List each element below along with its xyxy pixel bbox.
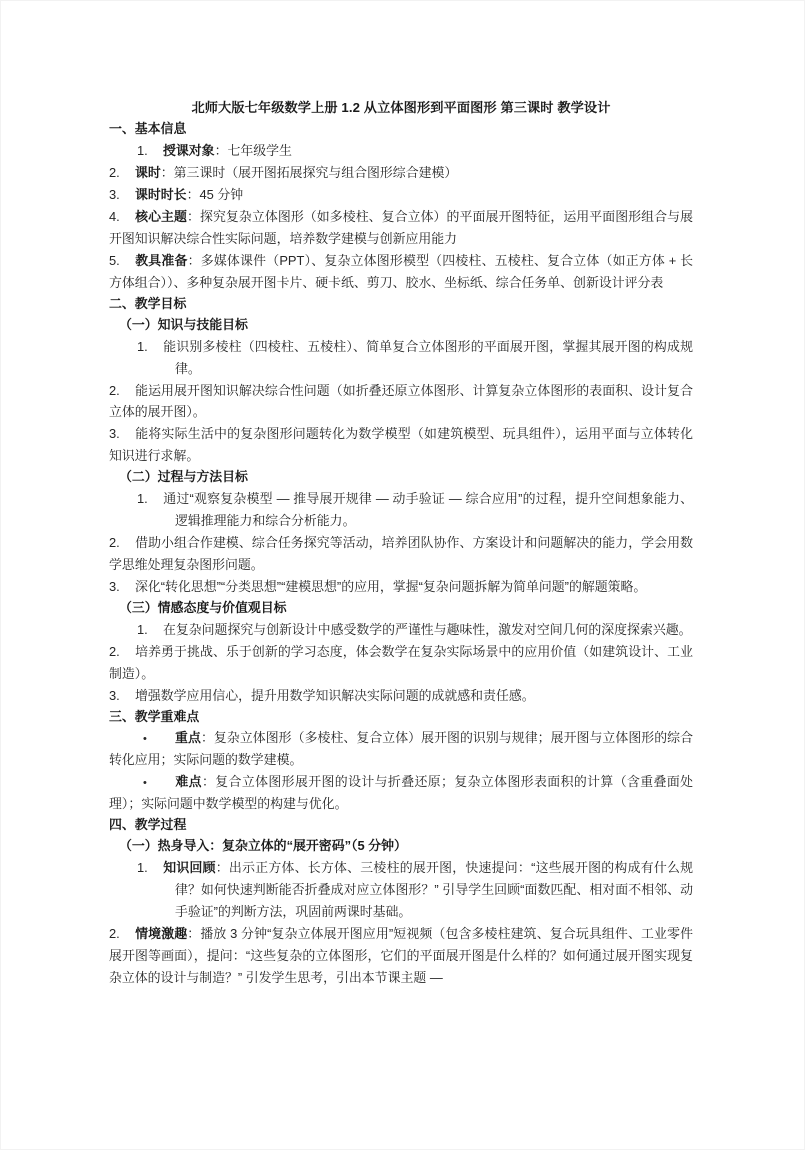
list-item-text: 深化“转化思想”“分类思想”“建模思想”的应用，掌握“复杂问题拆解为简单问题”的解题策略。 — [135, 578, 647, 594]
list-item — [109, 771, 693, 815]
list-item-text: ：复杂立体图形（多棱柱、复合立体）展开图的识别与规律；展开图与立体图形的综合转化应用；实际问题的数学建模。 — [109, 730, 694, 768]
subsection-heading-emotion: （三）情感态度与价值观目标 — [119, 599, 287, 615]
list-item — [109, 184, 693, 206]
list-item-text: ：复合立体图形展开图的设计与折叠还原；复杂立体图形表面积的计算（含重叠面处理）；实际问题中数学模型的构建与优化。 — [109, 774, 694, 812]
list-item-text: 增强数学应用信心，提升用数学知识解决实际问题的成就感和责任感。 — [135, 687, 535, 703]
list-item — [109, 619, 693, 641]
list-item-number: 3. — [109, 578, 120, 594]
list-item-number: 2. — [109, 165, 120, 181]
list-item — [109, 685, 693, 707]
list-item-text: ：探究复杂立体图形（如多棱柱、复合立体）的平面展开图特征，运用平面图形组合与展开图知识解决综合性实际问题，培养数学建模与创新应用能力 — [109, 209, 694, 247]
list-item-text: ：播放 3 分钟“复杂立体展开图应用”短视频（包含多棱柱建筑、复合玩具组件、工业零件展开图等画面），提问：“这些复杂的立体图形，它们的平面展开图是什么样的？如何通过展开图实现复杂立体的设计与制造？” 引发学生思考，引出本节课主题 — — [109, 925, 693, 985]
list-item-label: 重点 — [175, 730, 201, 746]
list-item-label: 核心主题 — [135, 209, 187, 225]
list-item-text: ：第三课时（展开图拓展探究与组合图形综合建模） — [160, 165, 458, 181]
list-item — [109, 532, 693, 576]
list-item — [109, 923, 693, 989]
list-item-text: 通过“观察复杂模型 — 推导展开规律 — 动手验证 — 综合应用”的过程，提升空间想象能力、逻辑推理能力和综合分析能力。 — [163, 491, 693, 529]
list-item — [109, 857, 693, 923]
list-item — [109, 641, 693, 685]
list-item-number: 2. — [109, 643, 120, 659]
section-heading-objectives: 二、教学目标 — [109, 295, 187, 311]
list-item-text: ：出示正方体、长方体、三棱柱的展开图，快速提问：“这些展开图的构成有什么规律？如何快速判断能否折叠成对应立体图形？” 引导学生回顾“面数匹配、相对面不相邻、动手验证”的判断方法，巩固前两课时基础。 — [175, 860, 693, 919]
list-item-text: 能运用展开图知识解决综合性问题（如折叠还原立体图形、计算复杂立体图形的表面积、设计复合立体的展开图）。 — [109, 382, 693, 420]
list-item — [109, 162, 693, 184]
list-item-label: 情境激趣 — [135, 925, 188, 941]
list-item — [109, 250, 693, 294]
list-item-number: 1. — [137, 860, 148, 875]
list-item-label: 课时时长 — [135, 187, 187, 203]
list-item-text: 在复杂问题探究与创新设计中感受数学的严谨性与趣味性，激发对空间几何的深度探索兴趣。 — [163, 621, 692, 637]
list-item — [109, 727, 693, 771]
list-item-label: 教具准备 — [135, 252, 188, 268]
list-item-text: ：多媒体课件（PPT）、复杂立体图形模型（四棱柱、五棱柱、复合立体（如正方体 + 长方体组合））、多种复杂展开图卡片、硬卡纸、剪刀、胶水、坐标纸、综合任务单、创新设计评分表 — [109, 252, 694, 290]
bullet-icon — [143, 727, 175, 749]
section-heading-basic-info: 一、基本信息 — [109, 121, 187, 137]
list-item — [109, 576, 693, 598]
list-item-number: 1. — [137, 143, 148, 159]
section-heading-teaching-process: 四、教学过程 — [109, 817, 187, 833]
list-item — [109, 488, 693, 532]
list-item-number: 3. — [109, 426, 120, 442]
list-item-number: 1. — [137, 491, 148, 507]
bullet-icon — [143, 771, 175, 793]
list-item-number: 5. — [109, 252, 120, 268]
list-item-number: 1. — [137, 338, 148, 354]
list-item-text: 借助小组合作建模、综合任务探究等活动，培养团队协作、方案设计和问题解决的能力，学会用数学思维处理复杂图形问题。 — [109, 535, 693, 572]
list-item-number: 2. — [109, 535, 120, 551]
section-heading-key-points: 三、教学重难点 — [109, 708, 200, 724]
list-item-text: ：七年级学生 — [214, 143, 292, 159]
list-item — [109, 140, 693, 162]
list-item-label: 难点 — [175, 774, 202, 790]
list-item-number: 3. — [109, 687, 120, 703]
list-item — [109, 336, 693, 380]
list-item-number: 2. — [109, 382, 120, 398]
list-item-number: 2. — [109, 925, 120, 941]
list-item-number: 4. — [109, 209, 120, 225]
list-item-number: 3. — [109, 187, 120, 203]
list-item-text: 培养勇于挑战、乐于创新的学习态度，体会数学在复杂实际场景中的应用价值（如建筑设计、工业制造）。 — [109, 643, 693, 681]
page-title: 北师大版七年级数学上册 1.2 从立体图形到平面图形 第三课时 教学设计 — [191, 100, 611, 115]
subsection-heading-warmup: （一）热身导入：复杂立体的“展开密码”（5 分钟） — [119, 838, 407, 854]
list-item-text: 能将实际生活中的复杂图形问题转化为数学模型（如建筑模型、玩具组件），运用平面与立体转化知识进行求解。 — [109, 426, 693, 464]
list-item-label: 知识回顾 — [163, 860, 216, 875]
list-item-label: 课时 — [135, 165, 161, 181]
list-item-text: ：45 分钟 — [186, 187, 244, 203]
list-item-number: 1. — [137, 621, 148, 637]
document-content — [109, 97, 693, 989]
subsection-heading-process: （二）过程与方法目标 — [119, 469, 248, 485]
list-item — [109, 380, 693, 424]
list-item — [109, 423, 693, 467]
list-item-label: 授课对象 — [163, 143, 215, 159]
list-item — [109, 206, 693, 250]
subsection-heading-knowledge: （一）知识与技能目标 — [119, 316, 248, 332]
list-item-text: 能识别多棱柱（四棱柱、五棱柱）、简单复合立体图形的平面展开图，掌握其展开图的构成规律。 — [163, 338, 693, 376]
